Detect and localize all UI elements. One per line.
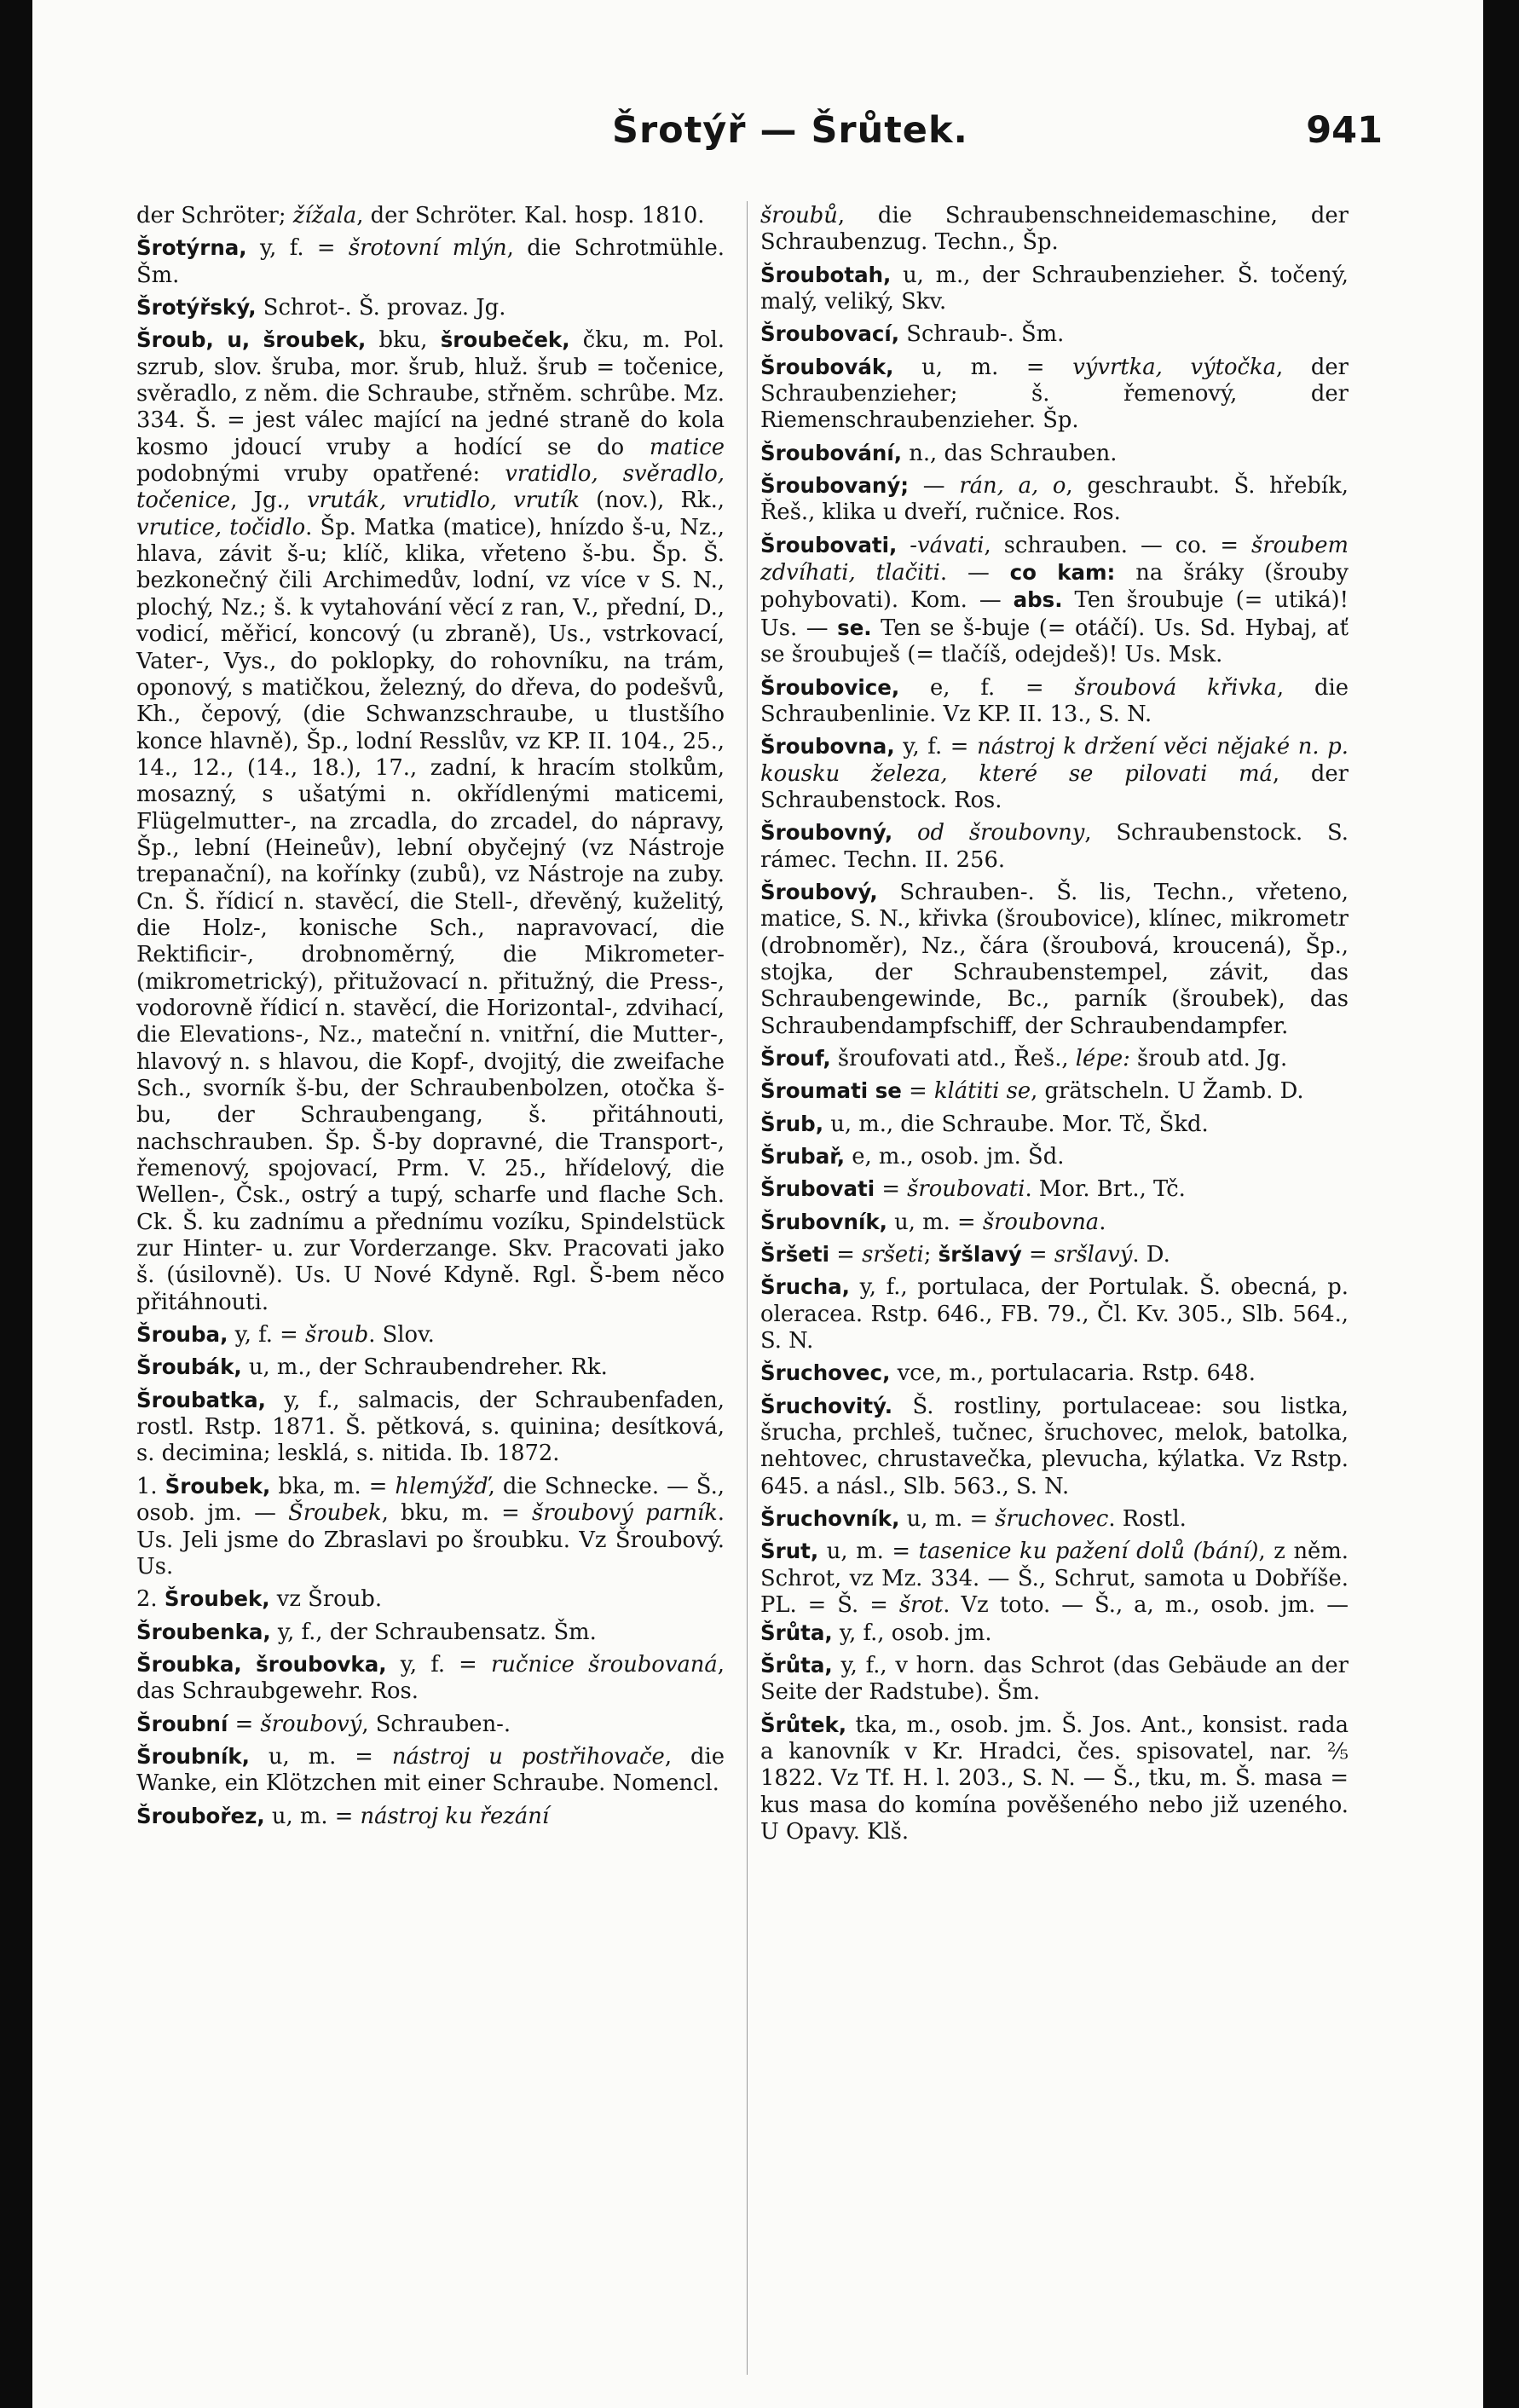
entry-text: bku, [366,327,441,354]
dictionary-entry [760,1652,1349,1706]
page-number: 941 [1306,109,1383,152]
entry-text: podobnými vruby opatřené: [136,461,505,488]
entry-text: bka, m. = [270,1473,396,1499]
entry-text: vce, m., portulacaria. Rstp. 648. [890,1360,1256,1387]
entry-text: . Vz toto. — Š., a, m., osob. jm. — [943,1592,1349,1619]
dictionary-entry [136,294,725,321]
entry-text: — [909,473,960,500]
italic-text: šroub [304,1322,369,1348]
entry-text: = [1021,1242,1054,1268]
dictionary-entry [760,1505,1349,1533]
headword: Šrub, [760,1111,824,1136]
headword: Šroumati se [760,1078,902,1104]
entry-text: der Schröter; [136,203,293,228]
italic-text: šroubů [760,203,838,228]
left-column [136,203,725,1830]
entry-text: y, f. = [228,1322,305,1348]
entry-text: tka, m., osob. jm. Š. Jos. Ant., konsist. rada a kanovník v Kr. Hradci, čes. spisovatel, nar. ⅖ 1822. Vz Tf. H. l. 203., S. N. — Š., tku, m. Š. masa = kus masa do komína pověšeného nebo již uzeného. U Opavy. Klš. [760,1712,1349,1845]
headword: Šroubka, šroubovka, [136,1651,387,1677]
entry-text: u, m., der Schraubenzieher. Š. točený, malý, veliký, Skv. [760,262,1349,315]
italic-text: vrutice, točidlo [136,514,306,540]
entry-text: u, m. = [887,1209,983,1235]
entry-text: , Schraubenstock. S. rámec. Techn. II. 256. [760,820,1349,873]
entry-text: Ten se š-buje (= otáčí). Us. Sd. Hybaj, ať se šroubuješ (= tlačíš, odejdeš)! Us. Msk. [760,615,1349,668]
headword: Šroubek, [164,1586,270,1612]
headword: Šroubovati, [760,532,898,557]
entry-text: . Rostl. [1108,1506,1187,1533]
italic-text: šrot [898,1592,944,1619]
entry-text: u, m., die Schraube. Mor. Tč, Škd. [823,1111,1209,1137]
italic-text: šruchovec [995,1506,1109,1533]
page-title: Šrotýř — Šrůtek. [612,109,968,152]
column-divider [747,201,748,2375]
headword: Šrut, [760,1539,819,1564]
dictionary-entry [760,733,1349,814]
headword: Šruchovitý. [760,1393,893,1418]
entry-text: y, f. = [246,235,349,262]
entry-text: = [901,1078,934,1105]
entry-text: . Mor. Brt., Tč. [1025,1176,1186,1203]
headword: Šroubovací, [760,321,900,347]
entry-text: 2. [136,1586,165,1613]
dictionary-entry [760,532,1349,669]
dictionary-entry [760,203,1349,257]
dictionary-entry [760,1241,1349,1268]
entry-text: na šráky (šrouby pohybovati). Kom. — [760,560,1349,614]
dictionary-entry [760,1209,1349,1236]
entry-text: , bku, m. = [381,1500,532,1527]
entry-text: Schrot-. Š. provaz. Jg. [256,295,506,321]
dictionary-entry [760,1077,1349,1105]
entry-text: 1. [136,1473,165,1499]
dictionary-entry [760,1045,1349,1072]
dictionary-entry [760,472,1349,527]
headword: Šroubořez, [136,1803,265,1828]
dictionary-entry [760,354,1349,435]
entry-text: čku, m. Pol. szrub, slov. šruba, mor. šrub, hluž. šrub = točenice, svěradlo, z něm. die Schraube, střněm. schrûbe. Mz. 334. Š. = jest válec mající na jedné straně do kola kosmo jdoucí vruby a hodící se do [136,327,725,460]
dictionary-entry [760,1143,1349,1170]
italic-text: tasenice ku pažení dolů (bání) [918,1539,1259,1565]
entry-text: = [875,1176,908,1203]
entry-text: . Us. Jeli jsme do Zbraslavi po šroubku. Vz Šroubový. Us. [136,1500,725,1579]
headword: Šroub, u, šroubek, [136,327,367,353]
dictionary-page [32,0,1483,2408]
headword: Šruchovec, [760,1360,891,1386]
entry-text: , z něm. Schrot, vz Mz. 334. — Š., Schrut, samota u Dobříše. PL. = Š. = [760,1539,1349,1619]
dictionary-entry [136,203,725,229]
headword: šršlavý [938,1242,1022,1268]
entry-text: y, f., osob. jm. [832,1620,992,1646]
headword: Šršeti [760,1242,830,1268]
headword: Šrubovati [760,1176,875,1202]
entry-text: , der Schraubenzieher; š. řemenový, der Riemenschraubenzieher. Šp. [760,354,1349,434]
entry-text: . Šp. Matka (matice), hnízdo š-u, Nz., hlava, závit š-u; klíč, klika, vřeteno š-bu. Šp. Š. bezkonečný čili Archimedův, lodní, vz více v S. N., plochý, Nz.; š. k vytahování věcí z ran, V., přední, D., vodicí, měřicí, koncový (u zbraně), Us., vstrkovací, Vater-, Vys., do poklopky, do rohovníku, na trám, oponový, s matičkou, železný, do dřeva, do podešvů, Kh., čepový, (die Schwanzschraube, u tlustšího konce hlavně), Šp., lodní Resslův, vz KP. II. 104., 25., 14., 12., (14., 18.), 17., zadní, k hracím stolkům, mosazný, s ušatými n. okřídlenými maticemi, Flügelmutter-, na zrcadla, do zrcadel, do nápravy, Šp., lební (Heineův), lební obyčejný (vz Nástroje trepanační), na kořínky (zubů), vz Nástroje na zuby. Cn. Š. řídicí n. stavěcí, die Stell-, dřevěný, kuželitý, die Holz-, konische Sch., napravovací, die Rektificir-, drobnoměrný, die Mikrometer- (mikrometrický), přitužovací n. přitužný, die Press-, vodorovně řídicí n. stavěcí, die Horizontal-, zdvihací, die Elevations-, Nz., mateční n. vnitřní, die Mutter-, hlavový n. s hlavou, die Kopf-, dvojitý, die zweifache Sch., svorník š-bu, der Schraubenbolzen, otočka š-bu, der Schraubengang, š. přitáhnouti, nachschrauben. Šp. Š-by dopravné, die Transport-, řemenový, spojovací, Prm. V. 25., hřídelový, die Wellen-, Čsk., ostrý a tupý, scharfe und flache Sch. Ck. Š. ku zadnímu a přednímu vozíku, Spindelstück zur Hinter- u. zur Vorderzange. Skv. Pracovati jako š. (úsilovně). Us. U Nové Kdyně. Rgl. Š-bem něco přitáhnouti. [136,514,725,1315]
dictionary-entry [760,674,1349,729]
headword: Šroubovák, [760,354,894,379]
dictionary-entry [136,234,725,289]
headword: Šrubař, [760,1144,846,1169]
italic-text: lépe: [1075,1045,1130,1071]
entry-text: , Jg., [230,488,308,514]
headword: Šroubák, [136,1354,242,1380]
entry-text: , der Schraubenstock. Ros. [760,760,1349,813]
italic-text: šroubový [260,1711,362,1737]
headword: Šruchovník, [760,1506,900,1532]
dictionary-entry [136,1387,725,1468]
entry-text: u, m., der Schraubendreher. Rk. [241,1354,608,1381]
entry-text: = [829,1242,863,1268]
headword: Šroubovaný; [760,473,910,499]
italic-text: nástroj k držení věci nějaké n. p. kousku železa, které se pilovati má [760,734,1349,787]
italic-text: klátiti se [933,1078,1031,1105]
headword: Šroubník, [136,1743,250,1769]
headword: Šrubovník, [760,1209,887,1234]
italic-text: žížala [292,203,357,228]
entry-text: u, m. = [818,1539,919,1565]
entry-text: u, m. = [899,1506,996,1533]
dictionary-entry [760,1360,1349,1387]
entry-text: . — [939,560,1010,586]
italic-text: ručnice šroubovaná [490,1651,718,1678]
headword: Šroubek, [165,1473,271,1499]
headword: Šrotýřský, [136,295,257,320]
headword: Šroubní [136,1711,228,1736]
headword: Šroubovice, [760,674,900,700]
dictionary-entry [760,1393,1349,1500]
italic-text: Šroubek [288,1500,382,1527]
italic-text: sršeti [862,1242,924,1268]
entry-text: u, m. = [249,1743,392,1770]
entry-text: Š. rostliny, portulaceae: sou listka, šrucha, prchleš, tučnec, šruchovec, melok, batolka, nehtovec, chrustavečka, plevucha, kýlatka. Vz Rstp. 645. a násl., Slb. 563., S. N. [760,1393,1349,1499]
italic-text: nástroj u postřihovače [391,1743,665,1770]
entry-text: , die Schrotmühle. Šm. [136,235,725,288]
headword: se. [837,615,872,640]
dictionary-entry [760,1712,1349,1846]
entry-text: , der Schröter. Kal. hosp. 1810. [356,203,705,228]
headword: Šroubový, [760,879,878,904]
headword: šroubeček, [440,327,570,353]
dictionary-entry [760,320,1349,348]
entry-text: . D. [1132,1242,1170,1268]
headword: abs. [1013,587,1063,613]
italic-text: šroubovna [982,1209,1100,1235]
entry-text: , das Schraubgewehr. Ros. [136,1651,725,1705]
dictionary-entry [136,1803,725,1830]
entry-text: y, f. = [894,734,978,760]
right-column [760,203,1349,1845]
headword: Šrotýrna, [136,235,247,261]
italic-text: šroubem zdvíhati, tlačiti [760,532,1349,586]
dictionary-entry [760,819,1349,874]
dictionary-entry [136,1651,725,1706]
entry-text: Schrauben-. Š. lis, Techn., vřeteno, matice, S. N., křivka (šroubovice), klínec, mikrometr (drobnoměr), Nz., čára (šroubová, kroucená), Šp., stojka, der Schraubenstempel, závit, das Schraubengewinde, Bc., parník (šroubek), das Schraubendampfschiff, der Schraubendampfer. [760,879,1349,1039]
italic-text: matice [649,434,725,460]
page-header [32,109,1483,160]
dictionary-entry [136,1473,725,1580]
entry-text: ; [923,1242,939,1268]
italic-text: vývrtka, výtočka [1072,354,1277,380]
headword: Šroubotah, [760,262,892,287]
headword: co kam: [1009,560,1116,586]
entry-text: y, f., der Schraubensatz. Šm. [270,1619,597,1645]
entry-text: y, f., v horn. das Schrot (das Gebäude an der Seite der Radstube). Šm. [760,1652,1349,1706]
dictionary-entry [760,1111,1349,1138]
entry-text: vz Šroub. [269,1586,383,1613]
entry-text: e, m., osob. jm. Šd. [845,1144,1065,1169]
italic-text: rán, a, o [959,473,1066,500]
italic-text: vratidlo, svěradlo, točenice [136,461,725,514]
entry-text: šroub atd. Jg. [1129,1045,1288,1071]
entry-text: u, m. = [893,354,1073,380]
entry-text [892,820,917,846]
dictionary-entry [136,1743,725,1798]
headword: Šrůta, [760,1652,833,1678]
headword: Šroubovna, [760,734,895,759]
headword: Šroubenka, [136,1619,271,1644]
italic-text: šrotovní mlýn [348,235,507,262]
italic-text: od šroubovny [916,820,1085,846]
headword: Šroubatka, [136,1387,266,1412]
italic-text: hlemýžď [395,1473,488,1499]
dictionary-entry [760,440,1349,467]
entry-text: , geschraubt. Š. hřebík, Řeš., klika u dveří, ručnice. Ros. [760,473,1349,526]
headword: Šrucha, [760,1274,850,1300]
headword: Šrůtek, [760,1712,847,1737]
headword: Šrouf, [760,1045,831,1071]
entry-text: , die Schnecke. — Š., osob. jm. — [136,1473,725,1527]
dictionary-entry [760,262,1349,316]
entry-text: Schraub-. Šm. [899,321,1065,348]
dictionary-entry [136,1354,725,1381]
dictionary-entry [760,1538,1349,1646]
entry-text: , schrauben. — co. = [984,532,1252,558]
headword: Šrouba, [136,1322,228,1348]
entry-text: (nov.), Rk., [579,488,725,514]
italic-text: nástroj ku řezání [360,1803,550,1829]
entry-text: y, f., portulaca, der Portulak. Š. obecná, p. oleracea. Rstp. 646., FB. 79., Čl. Kv. 305., Slb. 564., S. N. [760,1274,1349,1354]
entry-text: . Slov. [368,1322,435,1348]
dictionary-entry [760,1273,1349,1354]
dictionary-entry [136,1619,725,1646]
dictionary-entry [136,1321,725,1348]
dictionary-entry [760,1175,1349,1203]
italic-text: šroubový parník [531,1500,718,1527]
dictionary-entry [136,1585,725,1613]
entry-text: , die Schraubenlinie. Vz KP. II. 13., S. N. [760,674,1349,727]
entry-text: , grätscheln. U Žamb. D. [1031,1078,1304,1105]
headword: Šrůta, [760,1620,833,1645]
entry-text: y, f. = [386,1651,491,1678]
entry-text: šroufovati atd., Řeš., [830,1045,1076,1071]
entry-text: e, f. = [899,674,1075,701]
entry-text: n., das Schrauben. [902,440,1118,466]
headword: Šroubování, [760,440,903,465]
dictionary-entry [760,879,1349,1040]
entry-text: , die Wanke, ein Klötzchen mit einer Schraube. Nomencl. [136,1743,725,1797]
entry-text: u, m. = [264,1803,361,1829]
entry-text: = [228,1711,261,1737]
dictionary-entry [136,326,725,1316]
entry-text: Ten šroubuje (= utiká)! Us. — [760,587,1349,641]
italic-text: šroubovati [907,1176,1025,1203]
entry-text: , Schrauben-. [361,1711,511,1737]
italic-text: šroubová křivka [1074,674,1277,701]
italic-text: vruták, vrutidlo, vrutík [307,488,580,514]
entry-text: , die Schraubenschneidemaschine, der Schraubenzug. Techn., Šp. [760,203,1349,256]
italic-text: -vávati [910,532,985,558]
headword: Šroubovný, [760,820,893,846]
entry-text: y, f., salmacis, der Schraubenfaden, rostl. Rstp. 1871. Š. pětková, s. quinina; desítková, s. decimina; lesklá, s. nitida. Ib. 1872. [136,1387,725,1467]
italic-text: sršlavý [1054,1242,1133,1268]
dictionary-entry [136,1711,725,1738]
entry-text [897,533,910,558]
entry-text: . [1099,1209,1106,1235]
